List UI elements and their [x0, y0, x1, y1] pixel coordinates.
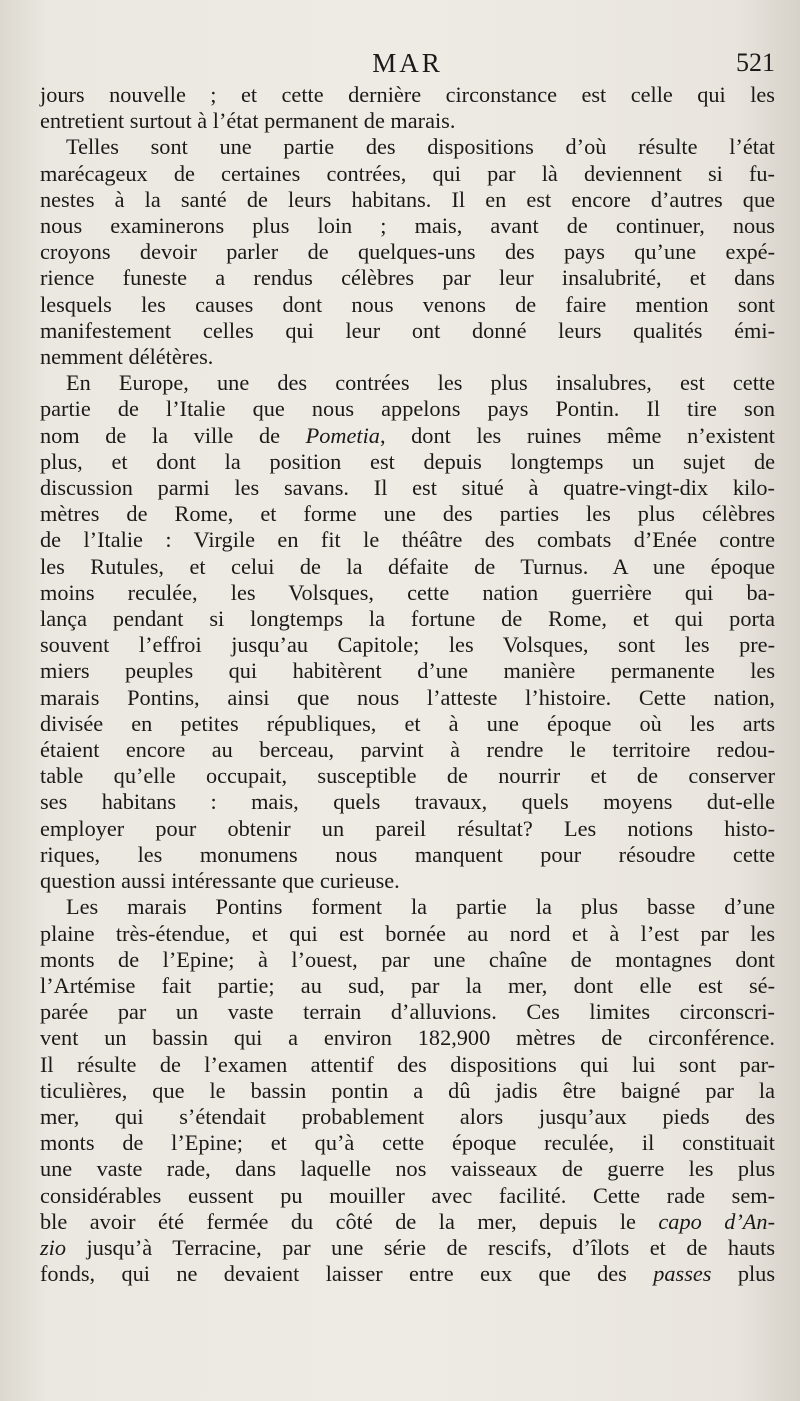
text-line: nestes à la santé de leurs habitans. Il en est encore d’autres que [40, 186, 775, 212]
text-line: marécageux de certaines contrées, qui par là deviennent si fu- [40, 160, 775, 186]
text-segment: jusqu’à Terracine, par une série de rescifs, d’îlots et de hauts [66, 1234, 775, 1260]
text-line: souvent l’effroi jusqu’au Capitole; les Volsques, sont les pre- [40, 632, 775, 658]
text-line: vent un bassin qui a environ 182,900 mètres de circonférence. [40, 1025, 775, 1051]
text-line: lesquels les causes dont nous venons de faire mention sont [40, 291, 775, 317]
text-line: Il résulte de l’examen attentif des dispositions qui lui sont par- [40, 1051, 775, 1077]
italic-text: passes [653, 1261, 712, 1287]
text-line: riques, les monumens nous manquent pour résoudre cette [40, 841, 775, 867]
text-segment: plus [711, 1261, 775, 1287]
running-head: MAR [372, 48, 443, 78]
text-line: partie de l’Italie que nous appelons pays Pontin. Il tire son [40, 396, 775, 422]
text-line: En Europe, une des contrées les plus insalubres, est cette [66, 370, 775, 396]
text-line: mer, qui s’étendait probablement alors jusqu’aux pieds des [40, 1103, 775, 1129]
text-line: une vaste rade, dans laquelle nos vaisseaux de guerre les plus [40, 1156, 775, 1182]
text-line: entretient surtout à l’état permanent de marais. [40, 108, 456, 134]
text-segment: fonds, qui ne devaient laisser entre eux que des [40, 1261, 654, 1287]
text-line: ses habitans : mais, quels travaux, quels moyens dut-elle [40, 789, 775, 815]
page-number: 521 [736, 48, 775, 77]
text-line [40, 423, 775, 449]
body-text [40, 82, 775, 1287]
text-line: manifestement celles qui leur ont donné leurs qualités émi- [40, 317, 775, 343]
text-line: discussion parmi les savans. Il est situé à quatre-vingt-dix kilo- [40, 475, 775, 501]
text-line: moins reculée, les Volsques, cette nation guerrière qui ba- [40, 579, 775, 605]
italic-text: capo d’An- [658, 1208, 775, 1234]
text-line: croyons devoir parler de quelques-uns des pays qu’une expé- [40, 239, 775, 265]
text-line: de l’Italie : Virgile en fit le théâtre des combats d’Enée contre [40, 527, 775, 553]
text-line: rience funeste a rendus célèbres par leur insalubrité, et dans [40, 265, 775, 291]
text-line: Telles sont une partie des dispositions d’où résulte l’état [66, 134, 775, 160]
text-line: monts de l’Epine; à l’ouest, par une chaîne de montagnes dont [40, 946, 775, 972]
text-line [40, 1209, 775, 1235]
text-line [40, 1261, 775, 1287]
text-line: Les marais Pontins forment la partie la plus basse d’une [66, 894, 775, 920]
text-line: mètres de Rome, et forme une des parties les plus célèbres [40, 501, 775, 527]
text-line: jours nouvelle ; et cette dernière circonstance est celle qui les [40, 82, 775, 107]
text-line: employer pour obtenir un pareil résultat? Les notions histo- [40, 815, 775, 841]
text-line: table qu’elle occupait, susceptible de nourrir et de conserver [40, 763, 775, 789]
text-line: l’Artémise fait partie; au sud, par la mer, dont elle est sé- [40, 972, 775, 998]
text-segment: , dont les ruines même n’existent [379, 422, 776, 448]
text-line: ticulières, que le bassin pontin a dû jadis être baigné par la [40, 1077, 775, 1103]
text-line: plaine très-étendue, et qui est bornée au nord et à l’est par les [40, 920, 775, 946]
text-line: lança pendant si longtemps la fortune de Rome, et qui porta [40, 606, 775, 632]
text-line: divisée en petites républiques, et à une époque où les arts [40, 710, 775, 736]
text-line: nemment délétères. [40, 344, 214, 370]
text-line [40, 1235, 775, 1261]
text-line: les Rutules, et celui de la défaite de Turnus. A une époque [40, 553, 775, 579]
text-line: question aussi intéressante que curieuse. [40, 868, 400, 894]
text-line: plus, et dont la position est depuis longtemps un sujet de [40, 448, 775, 474]
text-line: considérables eussent pu mouiller avec facilité. Cette rade sem- [40, 1182, 775, 1208]
text-line: miers peuples qui habitèrent d’une manière permanente les [40, 658, 775, 684]
text-line: parée par un vaste terrain d’alluvions. Ces limites circonscri- [40, 999, 775, 1025]
text-line: nous examinerons plus loin ; mais, avant de continuer, nous [40, 213, 775, 239]
italic-text: Pometia [305, 422, 380, 448]
text-segment: nom de la ville de [40, 422, 306, 448]
text-segment: ble avoir été fermée du côté de la mer, depuis le [40, 1208, 659, 1234]
text-line: étaient encore au berceau, parvint à rendre le territoire redou- [40, 737, 775, 763]
text-line: monts de l’Epine; et qu’à cette époque reculée, il constituait [40, 1130, 775, 1156]
text-line: marais Pontins, ainsi que nous l’atteste l’histoire. Cette nation, [40, 684, 775, 710]
italic-text: zio [40, 1234, 67, 1260]
